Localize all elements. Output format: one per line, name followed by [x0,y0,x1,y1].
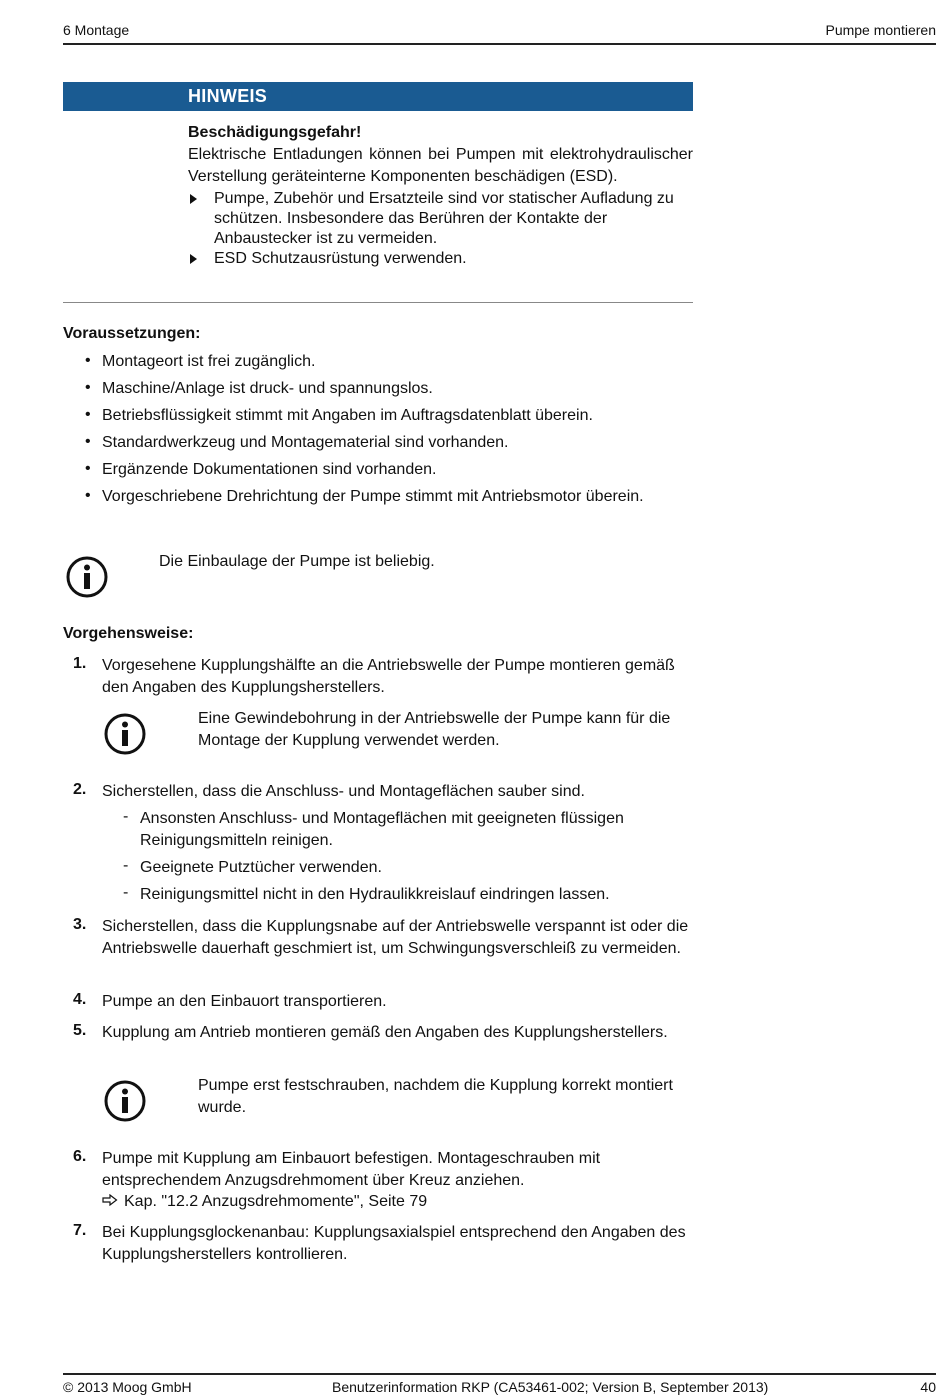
notice-heading: Beschädigungsgefahr! [188,124,362,141]
step-subitem: Reinigungsmittel nicht in den Hydraulikkreislauf eindringen lassen. [140,886,610,903]
triangle-right-icon [190,194,197,204]
notice-title: HINWEIS [188,86,268,106]
notice-bottom-rule [63,302,693,303]
footer-page-number: 40 [920,1379,936,1395]
cross-reference-text[interactable]: Kap. "12.2 Anzugsdrehmomente", Seite 79 [124,1193,428,1210]
info-circle-icon [104,1080,146,1122]
info-circle-icon [104,713,146,755]
step-info-text: Eine Gewindebohrung in der Antriebswelle der Pumpe kann für die Montage der Kupplung verwendet werden. [198,710,671,749]
step-number: 6. [73,1148,87,1165]
notice-item-text: ESD Schutzausrüstung verwenden. [214,250,467,267]
step-text: Sicherstellen, dass die Anschluss- und Montageflächen sauber sind. [102,783,585,800]
triangle-right-icon [190,254,197,264]
footer-divider [63,1373,936,1375]
notice-bar [63,82,693,111]
info-text: Die Einbaulage der Pumpe ist beliebig. [159,553,435,570]
dash-bullet: - [123,884,129,901]
bullet-icon: • [85,406,91,423]
step-text: Pumpe an den Einbauort transportieren. [102,993,387,1010]
footer-document: Benutzerinformation RKP (CA53461-002; Version B, September 2013) [332,1379,769,1395]
bullet-icon: • [85,433,91,450]
prerequisite-item: Betriebsflüssigkeit stimmt mit Angaben im Auftragsdatenblatt überein. [102,407,593,424]
step-number: 4. [73,991,87,1008]
info-circle-icon [66,556,108,598]
step-number: 3. [73,916,87,933]
step-text: Pumpe mit Kupplung am Einbauort befestigen. Montageschrauben mit entsprechendem Anzugsdrehmoment über Kreuz anziehen. [102,1150,601,1189]
prerequisite-item: Standardwerkzeug und Montagematerial sind vorhanden. [102,434,509,451]
bullet-icon: • [85,487,91,504]
dash-bullet: - [123,857,129,874]
notice-item [188,249,693,269]
step-text: Bei Kupplungsglockenanbau: Kupplungsaxialspiel entsprechend den Angaben des Kupplungsherstellers kontrollieren. [102,1224,686,1263]
cross-reference[interactable] [102,1191,427,1213]
notice-item [188,189,693,249]
prerequisite-item: Maschine/Anlage ist druck- und spannungslos. [102,380,433,397]
prerequisites-title: Voraussetzungen: [63,325,201,342]
header-section: Pumpe montieren [825,22,936,38]
step-number: 1. [73,655,87,672]
step-number: 5. [73,1022,87,1039]
step-subitem: Ansonsten Anschluss- und Montageflächen mit geeigneten flüssigen Reinigungsmitteln reinigen. [140,810,624,849]
header-divider [63,43,936,45]
arrow-right-outline-icon [102,1194,118,1206]
step-text: Vorgesehene Kupplungshälfte an die Antriebswelle der Pumpe montieren gemäß den Angaben des Kupplungsherstellers. [102,657,675,696]
dash-bullet: - [123,808,129,825]
footer-copyright: © 2013 Moog GmbH [63,1379,192,1395]
bullet-icon: • [85,379,91,396]
procedure-title: Vorgehensweise: [63,625,194,642]
step-number: 7. [73,1222,87,1239]
step-text: Kupplung am Antrieb montieren gemäß den Angaben des Kupplungsherstellers. [102,1024,668,1041]
step-number: 2. [73,781,87,798]
step-subitem: Geeignete Putztücher verwenden. [140,859,382,876]
notice-text: Elektrische Entladungen können bei Pumpen mit elektrohydraulischer Verstellung geräteinterne Komponenten beschädigen (ESD). [188,146,693,185]
step-text: Sicherstellen, dass die Kupplungsnabe auf der Antriebswelle verspannt ist oder die Antriebswelle dauerhaft geschmiert ist, um Schwingungsverschleiß zu vermeiden. [102,918,689,957]
prerequisite-item: Vorgeschriebene Drehrichtung der Pumpe stimmt mit Antriebsmotor überein. [102,488,644,505]
notice-item-text: Pumpe, Zubehör und Ersatzteile sind vor statischer Aufladung zu schützen. Insbesondere das Berühren der Kontakte der Anbaustecker ist zu vermeiden. [214,190,674,247]
prerequisite-item: Ergänzende Dokumentationen sind vorhanden. [102,461,437,478]
bullet-icon: • [85,460,91,477]
bullet-icon: • [85,352,91,369]
header-chapter: 6 Montage [63,22,130,38]
notice-body [188,122,693,269]
step-info-text: Pumpe erst festschrauben, nachdem die Kupplung korrekt montiert wurde. [198,1077,673,1116]
prerequisite-item: Montageort ist frei zugänglich. [102,353,316,370]
